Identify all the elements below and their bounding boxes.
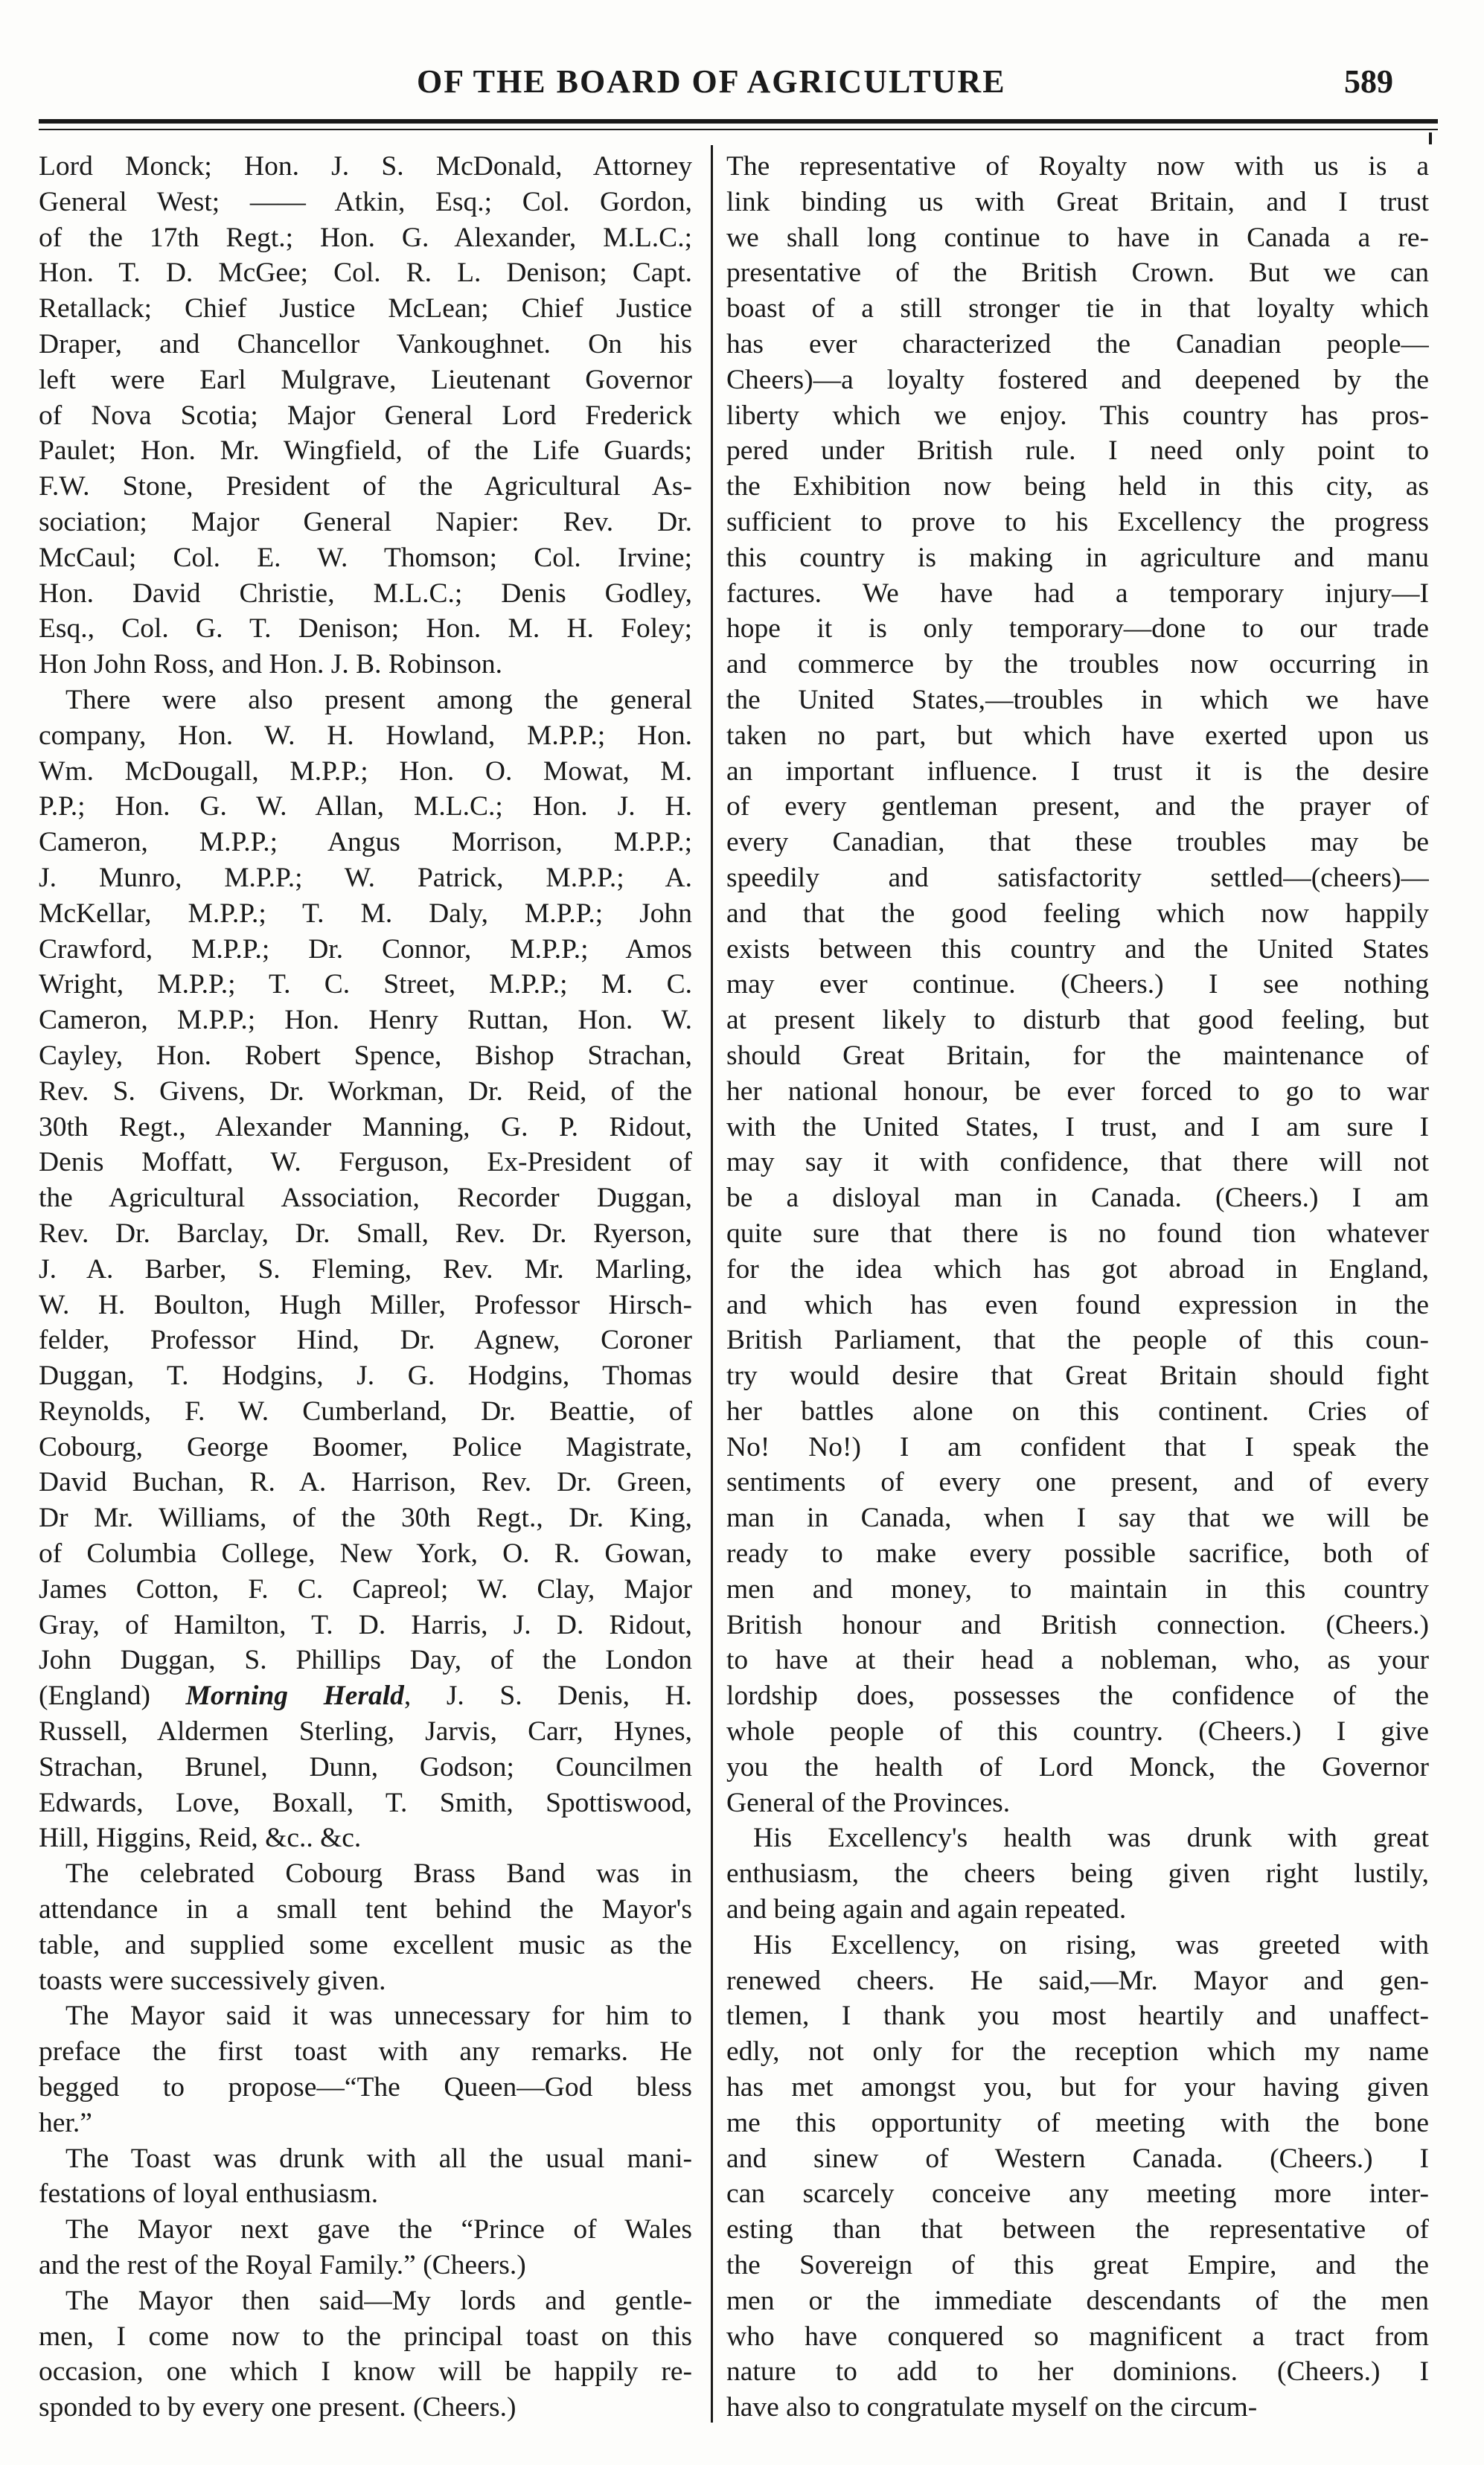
text-line: sociation; Major General Napier: Rev. Dr. [39,506,692,537]
text-line: His Excellency's health was drunk with great [753,1823,1429,1854]
text-line: Cameron, M.P.P.; Angus Morrison, M.P.P.; [39,827,692,858]
text-line: man in Canada, when I say that we will be [726,1503,1429,1534]
text-line: quite sure that there is no found tion whatever [726,1218,1429,1249]
text-line: and being again and again repeated. [726,1894,1127,1925]
text-line: may ever continue. (Cheers.) I see nothing [726,969,1429,1000]
text-line: the United States,—troubles in which we have [726,684,1429,715]
text-line: of the 17th Regt.; Hon. G. Alexander, M.L.C.; [39,222,692,253]
text-line: the Agricultural Association, Recorder Duggan, [39,1183,692,1214]
text-line [39,1678,692,1714]
text-line: J. Munro, M.P.P.; W. Patrick, M.P.P.; A. [39,862,692,893]
text-line: at present likely to disturb that good feeling, but [726,1005,1429,1036]
text-line: The Toast was drunk with all the usual mani- [65,2143,692,2174]
text-line: the Sovereign of this great Empire, and the [726,2250,1429,2281]
text-line: an important influence. I trust it is the desire [726,755,1429,787]
text-line: should Great Britain, for the maintenance of [726,1040,1429,1071]
text-line: David Buchan, R. A. Harrison, Rev. Dr. Green, [39,1467,692,1498]
text-line: General of the Provinces. [726,1787,1011,1818]
column-divider [711,145,713,2423]
text-line: taken no part, but which have exerted upon us [726,720,1429,751]
text-line: men or the immediate descendants of the men [726,2285,1429,2316]
text-line: McKellar, M.P.P.; T. M. Daly, M.P.P.; John [39,898,692,929]
text-line: Retallack; Chief Justice McLean; Chief Justice [39,293,692,324]
text-line: The representative of Royalty now with us is a [726,151,1429,182]
text-fragment: , J. S. Denis, H. [403,1681,692,1712]
text-line: every Canadian, that these troubles may be [726,827,1429,858]
text-line: Denis Moffatt, W. Ferguson, Ex-President of [39,1147,692,1178]
text-line: can scarcely conceive any meeting more inter- [726,2178,1429,2210]
text-line: her national honour, be ever forced to go to war [726,1075,1429,1107]
text-line: Cameron, M.P.P.; Hon. Henry Ruttan, Hon. W. [39,1005,692,1036]
text-line: and sinew of Western Canada. (Cheers.) I [726,2143,1429,2174]
text-line: lordship does, possesses the confidence of the [726,1681,1429,1712]
text-line: Rev. Dr. Barclay, Dr. Small, Rev. Dr. Ryerson, [39,1218,692,1249]
text-line: John Duggan, S. Phillips Day, of the London [39,1645,692,1676]
text-line: exists between this country and the United States [726,933,1429,965]
text-line: you the health of Lord Monck, the Governor [726,1751,1429,1783]
text-line: table, and supplied some excellent music as the [39,1929,692,1960]
text-line: No! No!) I am confident that I speak the [726,1431,1429,1462]
text-line: felder, Professor Hind, Dr. Agnew, Coroner [39,1325,692,1356]
text-line: Russell, Aldermen Sterling, Jarvis, Carr, Hynes, [39,1716,692,1748]
text-line: begged to propose—“The Queen—God bless [39,2072,692,2103]
text-line: enthusiasm, the cheers being given right lustily, [726,1858,1429,1890]
header-rule-thin [39,129,1438,130]
text-line: of Nova Scotia; Major General Lord Frederick [39,400,692,431]
text-line: His Excellency, on rising, was greeted with [753,1929,1429,1960]
text-line: men and money, to maintain in this country [726,1573,1429,1605]
text-line: edly, not only for the reception which my name [726,2036,1429,2068]
text-line: presentative of the British Crown. But we can [726,258,1429,289]
text-line: renewed cheers. He said,—Mr. Mayor and gen- [726,1965,1429,1996]
text-line: whole people of this country. (Cheers.) I give [726,1716,1429,1748]
text-line: W. H. Boulton, Hugh Miller, Professor Hirsch- [39,1289,692,1320]
text-line: men, I come now to the principal toast on this [39,2321,692,2352]
text-line: for the idea which has got abroad in England, [726,1253,1429,1285]
text-line: Paulet; Hon. Mr. Wingfield, of the Life Guards; [39,435,692,467]
text-line: and which has even found expression in the [726,1289,1429,1320]
text-line: James Cotton, F. C. Capreol; W. Clay, Major [39,1573,692,1605]
text-line: Cobourg, George Boomer, Police Magistrate, [39,1431,692,1462]
text-line: The Mayor then said—My lords and gentle- [65,2285,692,2316]
text-line: J. A. Barber, S. Fleming, Rev. Mr. Marling, [39,1253,692,1285]
text-line: esting than that between the representative of [726,2214,1429,2245]
text-line: have also to congratulate myself on the circum- [726,2392,1258,2423]
text-line: pered under British rule. I need only point to [726,435,1429,467]
text-line: Gray, of Hamilton, T. D. Harris, J. D. Ridout, [39,1609,692,1640]
text-line: has ever characterized the Canadian people— [726,328,1429,359]
text-line: Cayley, Hon. Robert Spence, Bishop Strachan, [39,1040,692,1071]
text-line: Crawford, M.P.P.; Dr. Connor, M.P.P.; Amos [39,933,692,965]
text-line: to have at their head a nobleman, who, as your [726,1645,1429,1676]
text-line: P.P.; Hon. G. W. Allan, M.L.C.; Hon. J. H. [39,791,692,822]
text-line: and that the good feeling which now happily [726,898,1429,929]
text-line: factures. We have had a temporary injury—I [726,578,1429,609]
text-line: her.” [39,2107,92,2138]
page-number: 589 [1344,63,1393,100]
text-line: hope it is only temporary—done to our trade [726,613,1429,645]
text-line: Cheers)—a loyalty fostered and deepened by the [726,364,1429,395]
text-line: link binding us with Great Britain, and I trust [726,186,1429,217]
header-rule-mark [1429,132,1432,144]
text-line: company, Hon. W. H. Howland, M.P.P.; Hon. [39,720,692,751]
text-line: the Exhibition now being held in this city, as [726,471,1429,502]
text-line: Dr Mr. Williams, of the 30th Regt., Dr. King, [39,1503,692,1534]
text-line: Hill, Higgins, Reid, &c.. &c. [39,1823,362,1854]
text-line: sentiments of every one present, and of every [726,1467,1429,1498]
text-fragment: (England) [39,1681,186,1712]
text-line: tlemen, I thank you most heartily and unaffect- [726,2001,1429,2032]
text-line: British honour and British connection. (Cheers.) [726,1609,1429,1640]
text-line: Strachan, Brunel, Dunn, Godson; Councilmen [39,1751,692,1783]
text-line: may say it with confidence, that there will not [726,1147,1429,1178]
text-line: her battles alone on this continent. Cries of [726,1395,1429,1427]
text-line: ready to make every possible sacrifice, both of [726,1538,1429,1570]
text-line: The celebrated Cobourg Brass Band was in [65,1858,692,1890]
text-line: F.W. Stone, President of the Agricultural As- [39,471,692,502]
header-rule-thick [39,119,1438,124]
right-column [726,149,1429,2426]
text-line: of Columbia College, New York, O. R. Gowan, [39,1538,692,1570]
text-line: Edwards, Love, Boxall, T. Smith, Spottiswood, [39,1787,692,1818]
text-line: me this opportunity of meeting with the bone [726,2107,1429,2138]
text-line: left were Earl Mulgrave, Lieutenant Governor [39,364,692,395]
text-line: The Mayor said it was unnecessary for him to [65,2001,692,2032]
text-line: General West; —— Atkin, Esq.; Col. Gordon, [39,186,692,217]
text-line: liberty which we enjoy. This country has pros- [726,400,1429,431]
text-line: we shall long continue to have in Canada a re- [726,222,1429,253]
text-line: Wm. McDougall, M.P.P.; Hon. O. Mowat, M. [39,755,692,787]
text-line: has met amongst you, but for your having given [726,2072,1429,2103]
text-line: with the United States, I trust, and I am sure I [726,1111,1429,1142]
text-line: Hon. David Christie, M.L.C.; Denis Godley, [39,578,692,609]
text-line: nature to add to her dominions. (Cheers.) I [726,2356,1429,2388]
text-line: try would desire that Great Britain should fight [726,1361,1429,1392]
text-line: preface the first toast with any remarks. He [39,2036,692,2068]
text-line: Hon. T. D. McGee; Col. R. L. Denison; Capt. [39,258,692,289]
text-line: Lord Monck; Hon. J. S. McDonald, Attorney [39,151,692,182]
text-line: of every gentleman present, and the prayer of [726,791,1429,822]
text-line: who have conquered so magnificent a tract from [726,2321,1429,2352]
text-line: speedily and satisfactority settled—(cheers)— [726,862,1429,893]
text-line: attendance in a small tent behind the Mayor's [39,1894,692,1925]
text-line: toasts were successively given. [39,1965,386,1996]
text-line: The Mayor next gave the “Prince of Wales [65,2214,692,2245]
text-line: Duggan, T. Hodgins, J. G. Hodgins, Thomas [39,1361,692,1392]
running-title: OF THE BOARD OF AGRICULTURE [417,63,1006,100]
text-line: Reynolds, F. W. Cumberland, Dr. Beattie, of [39,1395,692,1427]
text-line: sponded to by every one present. (Cheers.) [39,2392,516,2423]
left-column [39,149,692,2426]
text-line: and the rest of the Royal Family.” (Cheers.) [39,2250,526,2281]
text-line: British Parliament, that the people of this coun- [726,1325,1429,1356]
text-line: and commerce by the troubles now occurring in [726,649,1429,680]
text-line: this country is making in agriculture and manu [726,542,1429,573]
text-line: Draper, and Chancellor Vankoughnet. On his [39,328,692,359]
text-line: occasion, one which I know will be happily re- [39,2356,692,2388]
text-line: Hon John Ross, and Hon. J. B. Robinson. [39,649,502,680]
text-line: Esq., Col. G. T. Denison; Hon. M. H. Foley; [39,613,692,645]
text-line: There were also present among the general [65,684,692,715]
text-line: Wright, M.P.P.; T. C. Street, M.P.P.; M. C. [39,969,692,1000]
text-line: Rev. S. Givens, Dr. Workman, Dr. Reid, of the [39,1075,692,1107]
text-line: 30th Regt., Alexander Manning, G. P. Ridout, [39,1111,692,1142]
text-line: boast of a still stronger tie in that loyalty which [726,293,1429,324]
italic-title: Morning Herald [185,1681,404,1712]
running-head [0,58,1484,103]
text-line: McCaul; Col. E. W. Thomson; Col. Irvine; [39,542,692,573]
text-line: be a disloyal man in Canada. (Cheers.) I am [726,1183,1429,1214]
text-line: festations of loyal enthusiasm. [39,2178,379,2210]
text-line: sufficient to prove to his Excellency the progress [726,506,1429,537]
